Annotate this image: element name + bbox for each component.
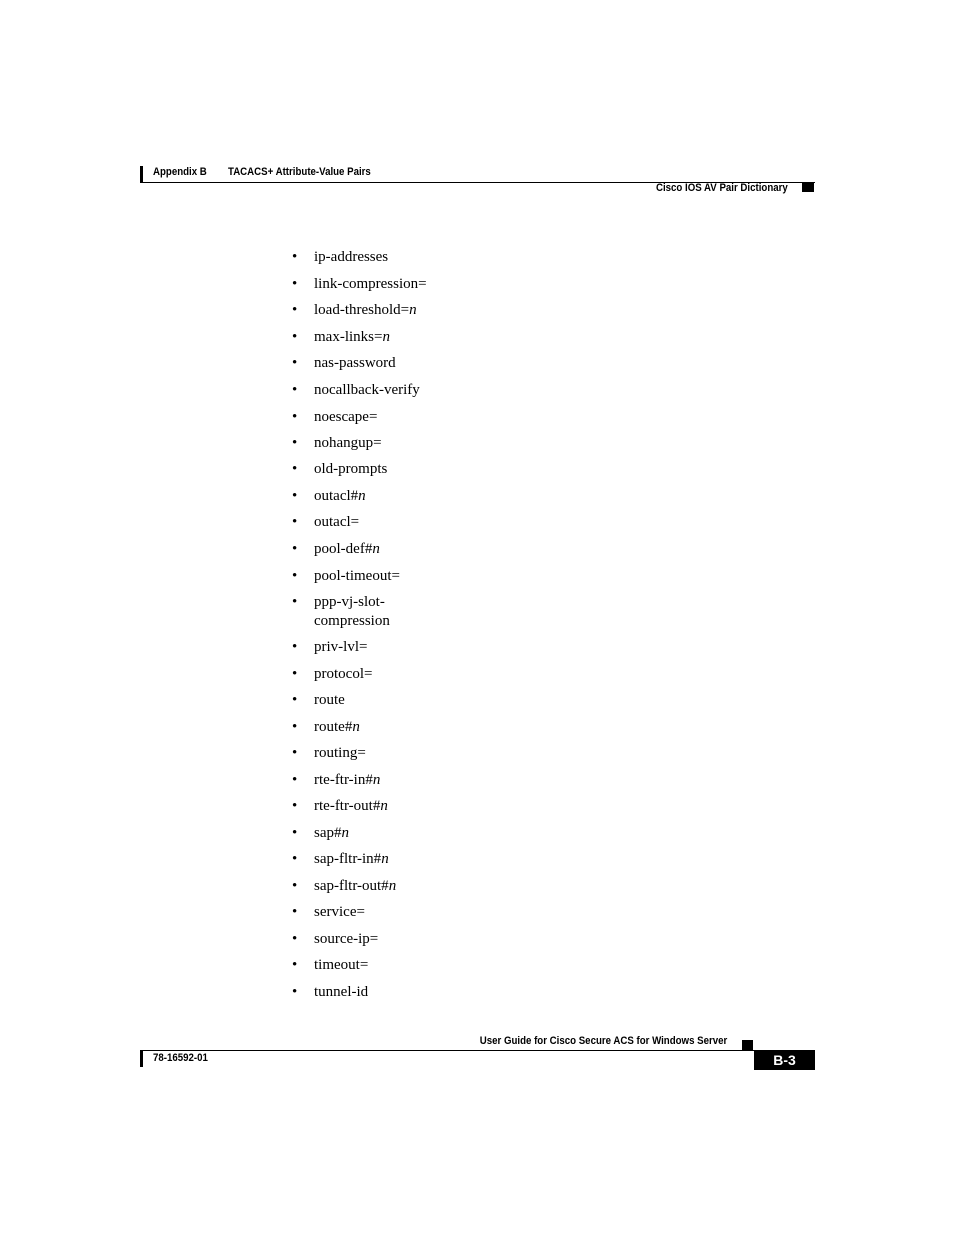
list-item (292, 513, 452, 532)
bullet-icon: • (292, 249, 298, 265)
bullet-icon: • (292, 541, 298, 557)
list-item (292, 744, 452, 763)
header-section-title: Cisco IOS AV Pair Dictionary (656, 182, 788, 194)
list-item (292, 408, 452, 427)
item-text: load-threshold= (314, 302, 410, 318)
list-item (292, 487, 452, 506)
item-text: tunnel-id (314, 984, 369, 1000)
bullet-icon: • (292, 772, 298, 788)
footer-rule (140, 1050, 815, 1051)
item-variable: n (372, 541, 380, 557)
bullet-icon: • (292, 276, 298, 292)
item-variable: n (380, 798, 388, 814)
list-item (292, 665, 452, 684)
list-item (292, 930, 452, 949)
item-text: pool-timeout= (314, 568, 400, 584)
list-item (292, 460, 452, 479)
bullet-icon: • (292, 639, 298, 655)
item-variable: n (388, 878, 397, 894)
bullet-icon: • (292, 878, 298, 894)
item-text: source-ip= (314, 931, 379, 947)
list-item (292, 824, 452, 843)
item-text: sap-fltr-out# (314, 878, 389, 894)
list-item (292, 301, 452, 320)
item-text: ppp-vj-slot-compression (314, 594, 390, 629)
bullet-icon: • (292, 568, 298, 584)
list-item (292, 903, 452, 922)
list-item (292, 275, 452, 294)
bullet-icon: • (292, 851, 298, 867)
list-item (292, 983, 452, 1002)
list-item (292, 354, 452, 373)
bullet-icon: • (292, 666, 298, 682)
list-item (292, 771, 452, 790)
header-chapter-title: TACACS+ Attribute-Value Pairs (228, 166, 371, 178)
item-text: nocallback-verify (314, 382, 420, 398)
bullet-icon: • (292, 435, 298, 451)
list-item (292, 877, 452, 896)
header-marker (802, 182, 814, 192)
bullet-icon: • (292, 409, 298, 425)
footer-guide-title: User Guide for Cisco Secure ACS for Windows Server (479, 1035, 727, 1047)
item-text: nas-password (314, 355, 396, 371)
item-text: nohangup= (314, 435, 382, 451)
list-item (292, 248, 452, 267)
list-item (292, 540, 452, 559)
list-item (292, 956, 452, 975)
item-variable: n (382, 329, 390, 345)
list-item (292, 567, 452, 586)
list-item (292, 850, 452, 869)
item-text: pool-def# (314, 541, 373, 557)
bullet-icon: • (292, 355, 298, 371)
item-text: timeout= (314, 957, 369, 973)
list-item (292, 593, 452, 631)
bullet-icon: • (292, 594, 298, 610)
bullet-icon: • (292, 904, 298, 920)
bullet-icon: • (292, 302, 298, 318)
header-left-bar (140, 166, 143, 182)
list-item (292, 638, 452, 657)
header-appendix: Appendix B (153, 166, 207, 178)
page-number: B-3 (754, 1050, 815, 1070)
item-variable: n (352, 719, 360, 735)
item-text: route (314, 692, 345, 708)
item-text: priv-lvl= (314, 639, 368, 655)
item-text: old-prompts (314, 461, 388, 477)
item-text: ip-addresses (314, 249, 389, 265)
item-text: rte-ftr-in# (314, 772, 373, 788)
item-text: outacl= (314, 514, 360, 530)
bullet-icon: • (292, 461, 298, 477)
bullet-icon: • (292, 692, 298, 708)
bullet-icon: • (292, 329, 298, 345)
item-variable: n (358, 488, 366, 504)
item-text: link-compression= (314, 276, 427, 292)
list-item (292, 381, 452, 400)
bullet-icon: • (292, 798, 298, 814)
item-text: protocol= (314, 666, 373, 682)
bullet-icon: • (292, 488, 298, 504)
item-text: routing= (314, 745, 366, 761)
bullet-icon: • (292, 984, 298, 1000)
list-item (292, 797, 452, 816)
bullet-icon: • (292, 382, 298, 398)
bullet-icon: • (292, 825, 298, 841)
list-item (292, 434, 452, 453)
item-text: route# (314, 719, 353, 735)
list-item (292, 691, 452, 710)
item-variable: n (409, 302, 417, 318)
item-text: sap-fltr-in# (314, 851, 382, 867)
bullet-icon: • (292, 957, 298, 973)
list-item (292, 718, 452, 737)
item-variable: n (341, 825, 349, 841)
item-text: max-links= (314, 329, 383, 345)
bullet-icon: • (292, 514, 298, 530)
item-text: noescape= (314, 409, 378, 425)
item-text: outacl# (314, 488, 359, 504)
item-text: sap# (314, 825, 342, 841)
bullet-icon: • (292, 719, 298, 735)
footer-doc-number: 78-16592-01 (153, 1052, 208, 1064)
item-variable: n (372, 772, 381, 788)
av-pair-list (292, 248, 452, 1002)
item-variable: n (381, 851, 389, 867)
list-item (292, 328, 452, 347)
item-text: rte-ftr-out# (314, 798, 381, 814)
footer-marker (742, 1040, 753, 1050)
footer-left-bar (140, 1050, 143, 1067)
bullet-icon: • (292, 931, 298, 947)
item-text: service= (314, 904, 365, 920)
bullet-icon: • (292, 745, 298, 761)
